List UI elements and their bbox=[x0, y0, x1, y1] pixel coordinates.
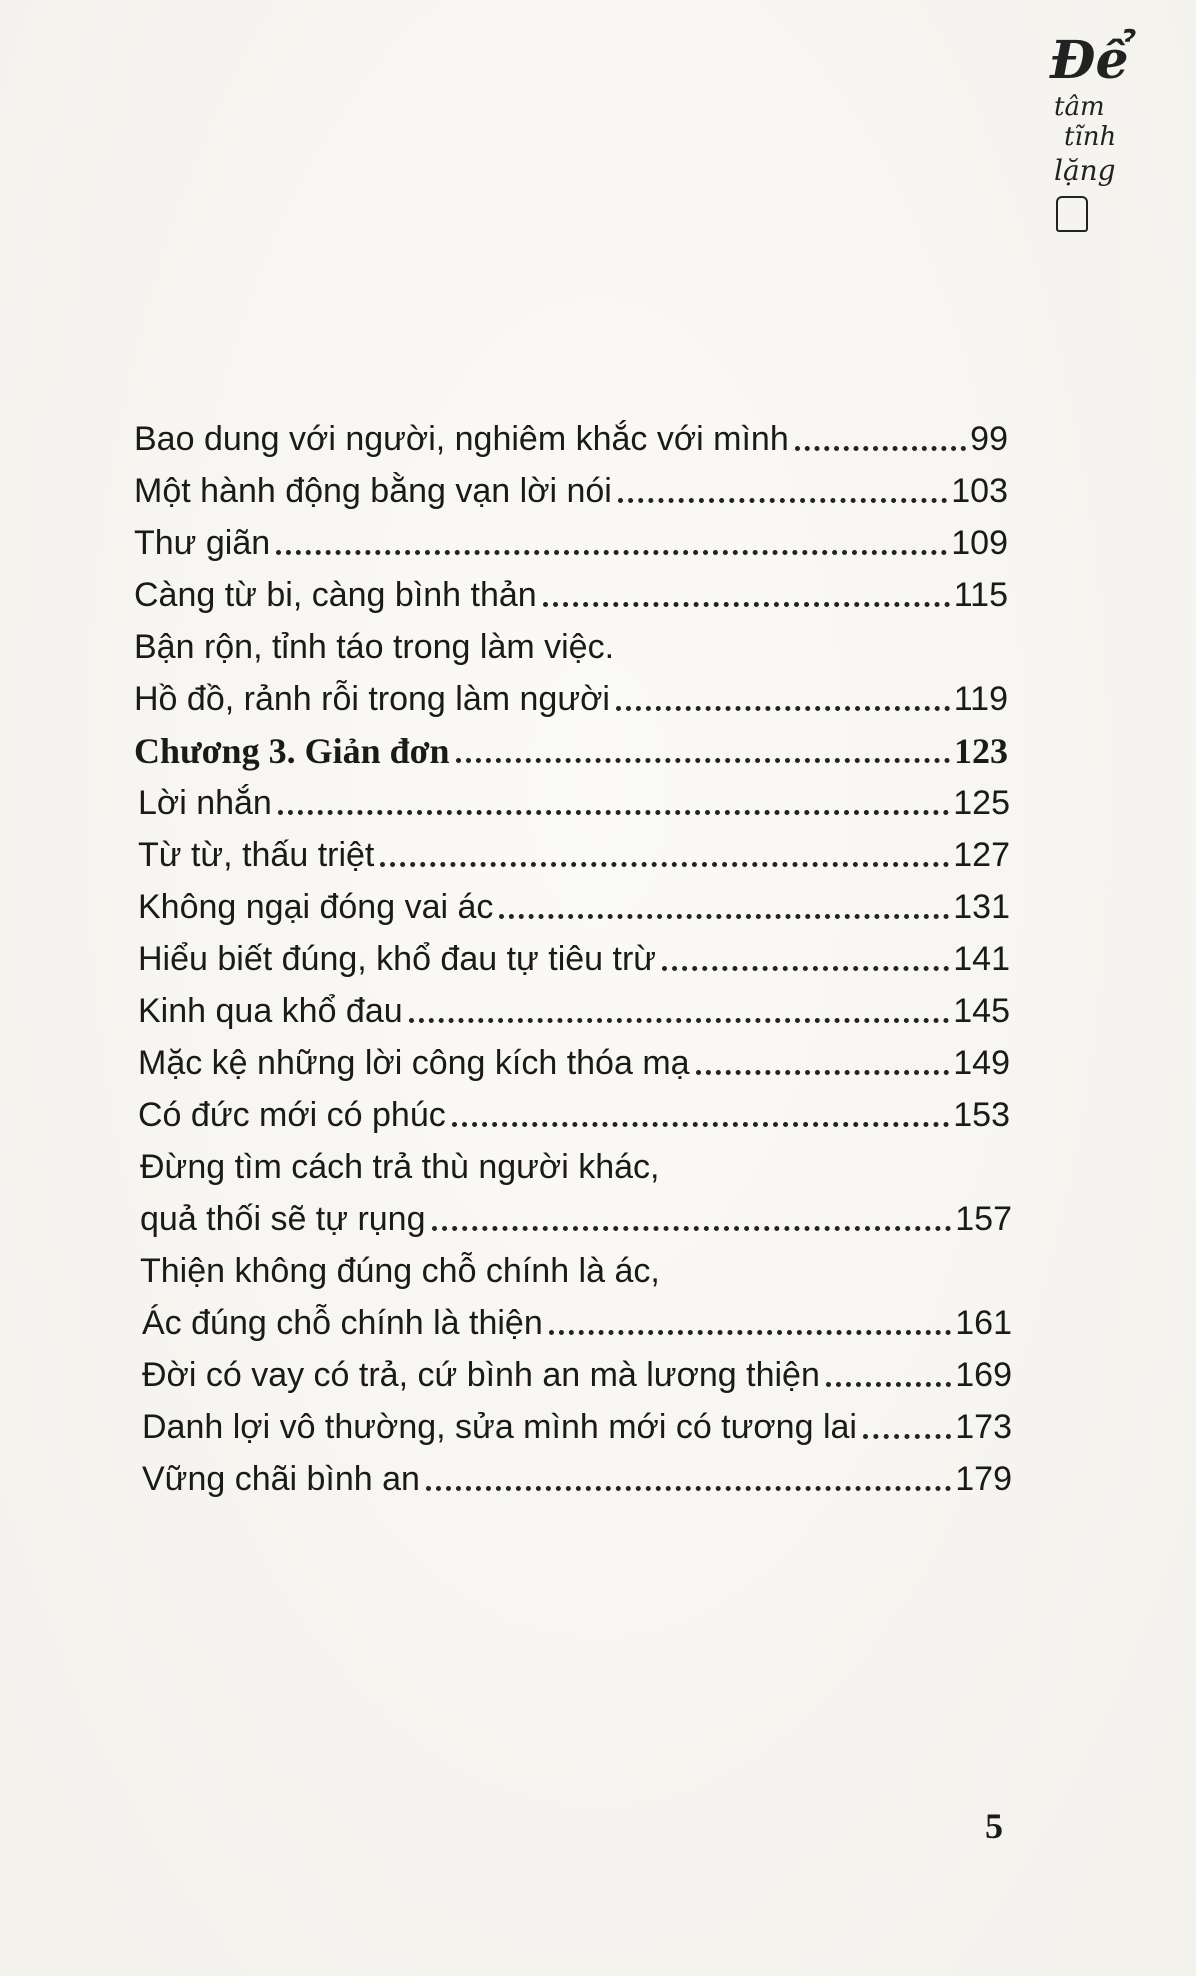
toc-entry-title: Mặc kệ những lời công kích thóa mạ bbox=[138, 1044, 690, 1082]
toc-entry-title: Hiểu biết đúng, khổ đau tự tiêu trừ bbox=[138, 940, 657, 978]
toc-entry-title: Bao dung với người, nghiêm khắc với mình bbox=[134, 420, 789, 458]
toc-entry-page: 179 bbox=[955, 1460, 1012, 1498]
toc-entry-page: 141 bbox=[953, 940, 1010, 978]
logo-word-4: lặng bbox=[1054, 154, 1116, 187]
logo-word-3: tĩnh bbox=[1064, 122, 1117, 152]
toc-entry-title: Danh lợi vô thường, sửa mình mới có tương lai bbox=[142, 1408, 857, 1446]
seal-icon bbox=[1056, 196, 1088, 232]
toc-entry-title: Đừng tìm cách trả thù người khác, bbox=[140, 1148, 660, 1186]
toc-entry-page: 173 bbox=[955, 1408, 1012, 1446]
toc-entry-title: Một hành động bằng vạn lời nói bbox=[134, 472, 612, 510]
toc-entry-title: Thư giãn bbox=[134, 524, 271, 562]
toc-entry-page: 169 bbox=[955, 1356, 1012, 1394]
toc-entry-title: Chương 3. Giản đơn bbox=[134, 731, 450, 771]
toc-entry-title: Thiện không đúng chỗ chính là ác, bbox=[140, 1252, 660, 1290]
toc-entry-page: 153 bbox=[953, 1096, 1010, 1134]
toc-entry-title: Lời nhắn bbox=[138, 784, 272, 822]
logo-word-1: Để bbox=[1050, 30, 1129, 91]
page-number: 5 bbox=[985, 1806, 1003, 1846]
toc-entry bbox=[142, 1435, 1012, 1499]
toc-entry-title: quả thối sẽ tự rụng bbox=[140, 1200, 426, 1238]
toc-entry-page: 127 bbox=[953, 836, 1010, 874]
toc-entry-page: 115 bbox=[953, 576, 1008, 614]
toc-entry-page: 125 bbox=[953, 784, 1010, 822]
toc-entry-title: Vững chãi bình an bbox=[142, 1460, 420, 1498]
toc-entry-page: 149 bbox=[953, 1044, 1010, 1082]
toc-entry-title: Ác đúng chỗ chính là thiện bbox=[142, 1304, 543, 1342]
toc-entry-page: 103 bbox=[951, 472, 1008, 510]
toc-entry-page: 99 bbox=[970, 420, 1008, 458]
toc-entry-page: 109 bbox=[951, 524, 1008, 562]
toc-entry-page: 145 bbox=[953, 992, 1010, 1030]
toc-entry-title: Bận rộn, tỉnh táo trong làm việc. bbox=[134, 628, 615, 666]
toc-entry-title: Từ từ, thấu triệt bbox=[138, 836, 375, 874]
toc-entry-page: 131 bbox=[953, 888, 1010, 926]
logo-word-2: tâm bbox=[1054, 92, 1105, 122]
toc-entry-title: Không ngại đóng vai ác bbox=[138, 888, 494, 926]
book-logo bbox=[1040, 30, 1150, 230]
toc-entry-title: Hồ đồ, rảnh rỗi trong làm người bbox=[134, 680, 610, 718]
toc-entry-title: Đời có vay có trả, cứ bình an mà lương thiện bbox=[142, 1356, 820, 1394]
toc-entry-page: 119 bbox=[953, 680, 1008, 718]
dot-leader bbox=[426, 1486, 951, 1491]
toc-entry-title: Kinh qua khổ đau bbox=[138, 992, 403, 1030]
toc-entry-page: 161 bbox=[955, 1304, 1012, 1342]
toc-entry-title: Có đức mới có phúc bbox=[138, 1096, 446, 1134]
toc-entry-page: 123 bbox=[954, 731, 1008, 771]
toc-entry-title: Càng từ bi, càng bình thản bbox=[134, 576, 537, 614]
toc-entry-page: 157 bbox=[955, 1200, 1012, 1238]
